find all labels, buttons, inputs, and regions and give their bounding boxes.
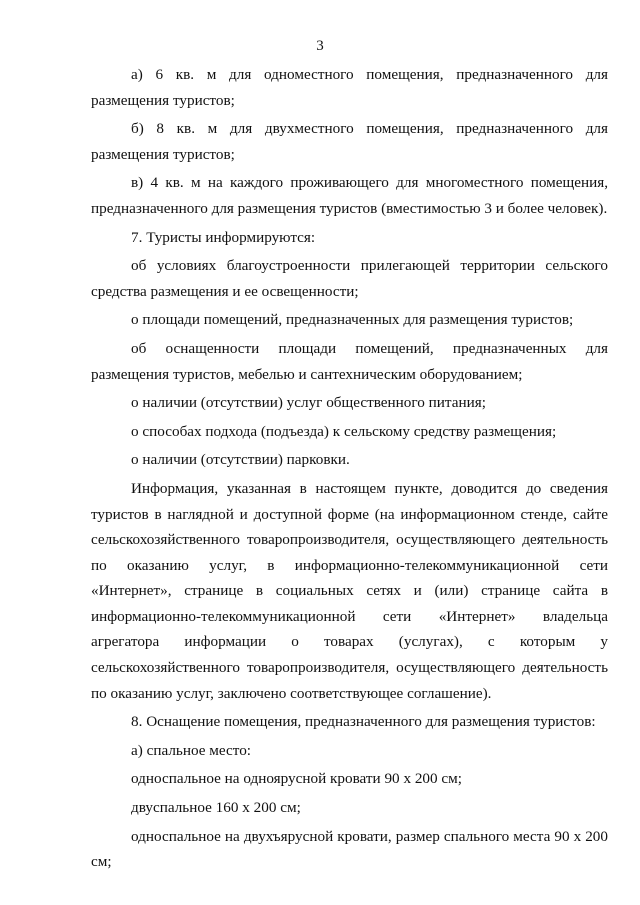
paragraph-catering: о наличии (отсутствии) услуг общественного питания; [131,394,486,412]
paragraph-access-routes: о способах подхода (подъезда) к сельскому средству размещения; [131,422,557,440]
paragraph-section-7-heading: 7. Туристы информируются: [131,228,316,246]
paragraph-sleeping-place: а) спальное место: [131,741,252,759]
paragraph-bunk-bed: односпальное на двухъярусной кровати, размер спального места 90 х 200 см; [91,827,608,871]
paragraph-room-area: о площади помещений, предназначенных для размещения туристов; [131,311,574,329]
paragraph-information-disclosure: Информация, указанная в настоящем пункте, доводится до сведения туристов в наглядной и доступной форме (на информационном стенде, сайте сельскохозяйственного товаропроизводителя, осуществляющего деятельность по оказанию услуг, в информационно-телекоммуникационной сети «Интернет», странице в социальных сетях и (или) странице сайта в информационно-телекоммуникационной сети «Интернет» владельца агрегатора информации о товарах (услугах), с которым у сельскохозяйственного товаропроизводителя, осуществляющего деятельность по оказанию услуг, заключено соответствующее соглашение). [91,479,608,702]
paragraph-section-8-heading: 8. Оснащение помещения, предназначенного для размещения туристов: [131,713,596,731]
paragraph-double-bed: двуспальное 160 х 200 см; [131,799,301,817]
paragraph-single-bed: односпальное на одноярусной кровати 90 х 200 см; [131,770,462,788]
paragraph-territory-conditions: об условиях благоустроенности прилегающей территории сельского средства размещения и ее освещенности; [91,257,608,300]
paragraph-item-v-4-sqm: в) 4 кв. м на каждого проживающего для многоместного помещения, предназначенного для размещения туристов (вместимостью 3 и более человек). [91,174,608,217]
paragraph-parking: о наличии (отсутствии) парковки. [131,451,350,469]
page-number: 3 [316,38,324,54]
document-body [91,62,608,875]
paragraph-item-a-6-sqm: а) 6 кв. м для одноместного помещения, предназначенного для размещения туристов; [91,66,608,109]
paragraph-room-equipment: об оснащенности площади помещений, предназначенных для размещения туристов, мебелью и сантехническим оборудованием; [91,339,608,383]
paragraph-item-b-8-sqm: б) 8 кв. м для двухместного помещения, предназначенного для размещения туристов; [91,120,608,163]
